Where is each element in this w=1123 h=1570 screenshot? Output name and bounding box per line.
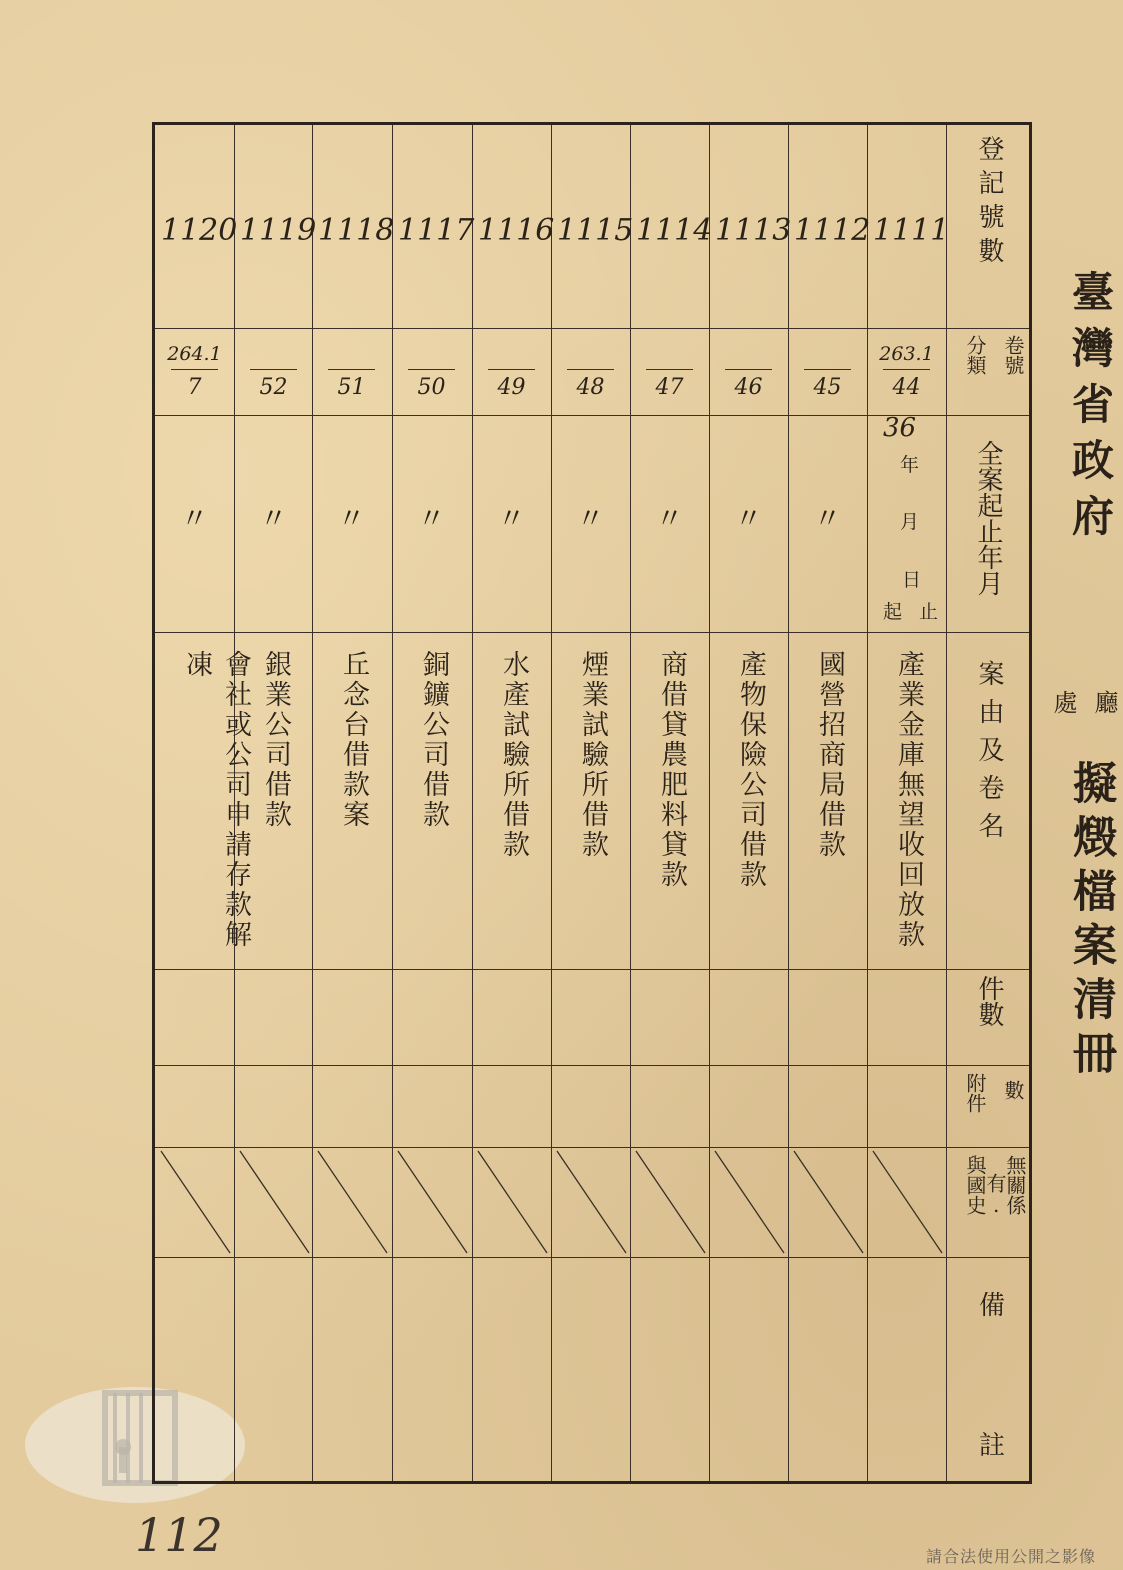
- record-period: 〃: [655, 502, 684, 535]
- record-period: 〃: [734, 502, 763, 535]
- record-class-fraction-line: [646, 369, 693, 370]
- record-reg-no: 1119: [240, 213, 317, 248]
- record-class-top: 263.1: [879, 343, 934, 365]
- record-reg-no: 1115: [557, 213, 634, 248]
- unit-label-ting: 廳: [1090, 690, 1118, 714]
- record-subject: 銀業公司借款: [260, 650, 291, 830]
- record-class-bottom: 7: [187, 375, 202, 400]
- column-divider: [867, 125, 868, 1481]
- record-class-fraction-line: [725, 369, 772, 370]
- column-divider: [709, 125, 710, 1481]
- row-divider: [155, 1065, 1029, 1066]
- period-day-unit: 日: [902, 569, 922, 591]
- record-class-fraction-line: [488, 369, 535, 370]
- record-period: 〃: [497, 502, 526, 535]
- document-title: 臺灣省政府: [1066, 270, 1115, 550]
- record-reg-no: 1114: [636, 213, 713, 248]
- record-subject: 煙業試驗所借款: [577, 650, 608, 860]
- row-divider: [155, 1257, 1029, 1258]
- column-divider: [551, 125, 552, 1481]
- record-reg-no: 1112: [794, 213, 871, 248]
- record-class-bottom: 49: [497, 375, 526, 400]
- record-reg-no: 1116: [478, 213, 555, 248]
- unit-label-chu: 處: [1049, 690, 1077, 714]
- record-period: 〃: [180, 502, 209, 535]
- row-divider: [155, 969, 1029, 970]
- period-month-unit: 月: [900, 511, 920, 533]
- header-remarks-b: 註: [979, 1431, 1006, 1461]
- period-start: 起: [883, 601, 903, 623]
- record-class-bottom: 51: [337, 375, 366, 400]
- header-relation-b: 有: [983, 1173, 1007, 1193]
- header-class-a: 分類: [963, 335, 987, 375]
- row-divider: [155, 328, 1029, 329]
- record-subject: 會社或公司申請存款解凍: [181, 650, 251, 950]
- relation-diagonals: [155, 1147, 947, 1257]
- column-divider: [630, 125, 631, 1481]
- column-divider: [472, 125, 473, 1481]
- relation-diagonal-mark: [636, 1151, 705, 1253]
- record-reg-no: 1118: [318, 213, 395, 248]
- period-year: 36: [883, 413, 917, 443]
- row-divider: [155, 632, 1029, 633]
- relation-diagonal-mark: [318, 1151, 387, 1253]
- relation-diagonal-mark: [398, 1151, 467, 1253]
- record-reg-no: 1117: [398, 213, 475, 248]
- column-divider: [392, 125, 393, 1481]
- header-attach-a: 附件: [963, 1073, 987, 1113]
- record-class-fraction-line: [171, 369, 218, 370]
- column-divider: [946, 125, 947, 1481]
- relation-diagonal-mark: [715, 1151, 784, 1253]
- record-subject: 國營招商局借款: [814, 650, 845, 860]
- period-end: 止: [919, 601, 939, 623]
- header-relation-d: .: [993, 1193, 1000, 1217]
- header-count: 件數: [974, 975, 1004, 1027]
- record-period: 〃: [576, 502, 605, 535]
- record-class-bottom: 52: [259, 375, 288, 400]
- record-class-bottom: 44: [892, 375, 921, 400]
- record-period: 〃: [417, 502, 446, 535]
- period-year-unit: 年: [900, 454, 920, 476]
- record-class-fraction-line: [408, 369, 455, 370]
- header-relation-a: 無關係: [1003, 1155, 1027, 1215]
- record-subject: 產物保險公司借款: [735, 650, 766, 890]
- record-reg-no: 1113: [715, 213, 792, 248]
- record-class-fraction-line: [250, 369, 297, 370]
- record-class-fraction-line: [328, 369, 375, 370]
- relation-diagonal-mark: [240, 1151, 309, 1253]
- record-period: 〃: [259, 502, 288, 535]
- record-class-bottom: 47: [655, 375, 684, 400]
- relation-diagonal-mark: [873, 1151, 942, 1253]
- record-class-bottom: 50: [417, 375, 446, 400]
- record-class-top: 264.1: [167, 343, 222, 365]
- unit-labels: [1049, 690, 1122, 750]
- record-class-fraction-line: [804, 369, 851, 370]
- record-subject: 產業金庫無望收回放款: [893, 650, 924, 950]
- header-reg-no: 登記號數: [974, 135, 1004, 271]
- record-period: 〃: [813, 502, 842, 535]
- header-relation-c: 與國史: [963, 1155, 987, 1215]
- record-subject: 丘念台借款案: [338, 650, 369, 830]
- relation-diagonal-mark: [557, 1151, 626, 1253]
- header-class-b: 卷號: [1001, 335, 1025, 375]
- usage-notice: 請合法使用公開之影像: [926, 1547, 1097, 1566]
- record-subject: 銅鑛公司借款: [418, 650, 449, 830]
- record-class-bottom: 46: [734, 375, 763, 400]
- header-subject: 案由及卷名: [974, 660, 1004, 850]
- relation-diagonal-mark: [794, 1151, 863, 1253]
- header-remarks-a: 備: [979, 1291, 1006, 1321]
- record-period: 〃: [337, 502, 366, 535]
- record-subject: 水產試驗所借款: [498, 650, 529, 860]
- record-subject: 商借貸農肥料貸款: [656, 650, 687, 890]
- register-table: [152, 122, 1032, 1484]
- header-attach-b: 數: [1001, 1080, 1025, 1100]
- document-subtitle: 擬燬檔案清冊: [1065, 760, 1116, 1084]
- page-number: 112: [135, 1508, 223, 1562]
- relation-diagonal-mark: [478, 1151, 547, 1253]
- record-class-bottom: 48: [576, 375, 605, 400]
- record-class-fraction-line: [567, 369, 614, 370]
- record-class-bottom: 45: [813, 375, 842, 400]
- record-class-fraction-line: [883, 369, 930, 370]
- column-divider: [788, 125, 789, 1481]
- header-period: 全案起止年月: [973, 440, 1003, 596]
- column-divider: [312, 125, 313, 1481]
- relation-diagonal-mark: [161, 1151, 230, 1253]
- record-reg-no: 1111: [873, 213, 950, 248]
- record-reg-no: 1120: [161, 213, 238, 248]
